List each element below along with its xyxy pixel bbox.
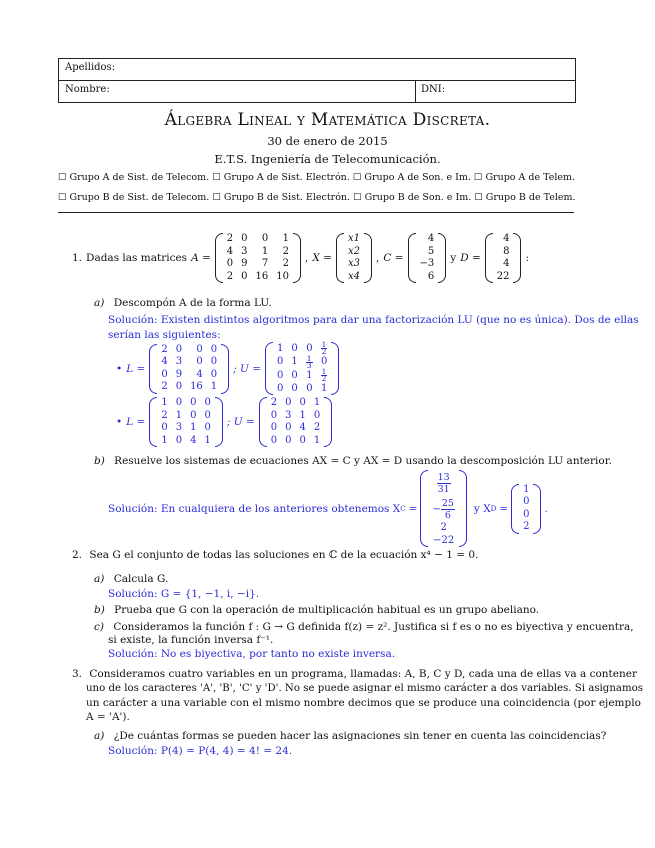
matrix-A: 2 0 0 1 4 3 1 2 0 9 7 2 2 0 16 10	[215, 233, 301, 283]
group-option[interactable]: ☐ Grupo B de Telem.	[474, 192, 576, 203]
group-option[interactable]: ☐ Grupo A de Sist. de Telecom.	[58, 172, 210, 183]
q1b-label: b)	[94, 455, 105, 467]
school-name: E.T.S. Ingeniería de Telecomunicación.	[214, 152, 441, 166]
q2a-label: a)	[94, 573, 105, 585]
matrix-X: x1 x2 x3 x4	[336, 233, 372, 283]
q1b-solution	[108, 470, 548, 547]
q1b-statement	[94, 455, 612, 467]
matrix-U1: 1 0 0 $\frac{1}{2}$ 0 1 $\frac{1}{3}$ 0 0 0 1 $\frac{1}{2}$ 0 0 0 1	[265, 342, 339, 395]
q2-text: Sea G el conjunto de todas las soluciones en ℂ de la ecuación x⁴ − 1 = 0.	[89, 549, 479, 561]
matrix-D-label: D =	[460, 252, 481, 264]
q2a-statement	[94, 573, 168, 585]
matrix-XC: $\frac{13}{31}$ − $\frac{25}{6}$ 2 −22	[420, 470, 466, 547]
matrix-L1: 2 0 0 0 4 3 0 0 0 9 4 0 2 0 16 1	[149, 344, 229, 394]
q1a-text: Descompón A de la forma LU.	[113, 297, 272, 309]
subscript: D	[490, 504, 497, 513]
L-label: L =	[126, 416, 146, 428]
q1b-solution-text: Solución: En cualquiera de los anteriores obtenemos X	[108, 502, 401, 515]
q3a-text: ¿De cuántas formas se pueden hacer las asignaciones sin tener en cuenta las coincidencias?	[113, 730, 607, 742]
q1b-text: Resuelve los sistemas de ecuaciones AX = C y AX = D usando la descomposición LU anterior.	[114, 455, 612, 467]
q3-line2: uno de los caracteres 'A', 'B', 'C' y 'D'. No se puede asignar el mismo carácter a dos variables. Si asignamos	[86, 683, 643, 694]
q3-number: 3.	[72, 668, 83, 680]
q3-line3: un carácter a una variable con el mismo nombre decimos que se produce una coincidencia (por ejemplo	[86, 697, 641, 709]
q1-number: 1.	[72, 252, 83, 264]
q1a-solution-line1: Solución: Existen distintos algoritmos para dar una factorización LU (que no es única). Dos de ellas	[108, 314, 639, 326]
equals: =	[499, 502, 509, 515]
equals: =	[408, 502, 418, 515]
U-label: ; U =	[233, 362, 262, 375]
bullet: •	[116, 416, 123, 428]
q1a-solution-line2: serían las siguientes:	[108, 329, 221, 341]
q2b-statement	[94, 604, 539, 616]
q1-intro: Dadas las matrices	[86, 252, 188, 264]
nombre-field[interactable]	[58, 80, 576, 103]
header-rule	[58, 212, 574, 213]
q3a-statement	[94, 730, 606, 742]
q3-line4: A = 'A').	[86, 711, 130, 723]
q3-statement-line1	[72, 668, 637, 680]
q1a-label: a)	[94, 297, 105, 309]
course-title: Álgebra Lineal y Matemática Discreta.	[164, 110, 491, 130]
q1a-statement	[94, 297, 272, 309]
q2a-solution: Solución: G = {1, −1, i, −i}.	[108, 588, 260, 600]
group-option[interactable]: ☐ Grupo B de Son. e Im.	[353, 192, 472, 203]
matrix-D: 4 8 4 22	[485, 233, 522, 283]
colon: :	[525, 252, 530, 264]
matrix-XD: 1 0 0 2	[511, 484, 541, 534]
dni-label: DNI:	[421, 84, 446, 95]
matrix-C: 4 5 −3 6	[408, 233, 447, 283]
matrix-L2: 1 0 0 0 2 1 0 0 0 3 1 0 1 0 4 1	[149, 397, 223, 447]
period: .	[544, 502, 548, 515]
groups-row-b	[58, 192, 576, 203]
subscript: C	[400, 504, 406, 513]
exam-date: 30 de enero de 2015	[267, 134, 388, 148]
q2c-label: c)	[94, 621, 104, 633]
matrix-C-label: C =	[383, 252, 404, 264]
fraction: $\frac{1}{2}$	[321, 367, 327, 383]
q2-statement	[72, 549, 478, 561]
groups-row-a	[58, 172, 575, 183]
apellidos-label: Apellidos:	[65, 62, 116, 73]
fraction: $\frac{1}{3}$	[306, 353, 312, 370]
q2-number: 2.	[72, 549, 83, 561]
nombre-label: Nombre:	[65, 84, 110, 95]
q2c-text-line2: si existe, la función inversa f⁻¹.	[108, 634, 274, 646]
group-option[interactable]: ☐ Grupo A de Son. e Im.	[352, 172, 471, 183]
q3-line1: Consideramos cuatro variables en un programa, llamadas: A, B, C y D, cada una de ellas va a contener	[89, 668, 637, 680]
dni-divider	[415, 81, 416, 102]
q3a-solution: Solución: P(4) = P(4, 4) = 4! = 24.	[108, 745, 293, 757]
group-option[interactable]: ☐ Grupo B de Sist. Electrón.	[212, 192, 351, 203]
matrix-U2: 2 0 0 1 0 3 1 0 0 0 4 2 0 0 0 1	[259, 397, 333, 447]
group-option[interactable]: ☐ Grupo B de Sist. de Telecom.	[58, 192, 210, 203]
matrix-A-label: A =	[191, 252, 211, 264]
q2b-label: b)	[94, 604, 105, 616]
U-label: ; U =	[226, 416, 255, 428]
q3a-label: a)	[94, 730, 105, 742]
lu-factorization-2	[116, 397, 332, 447]
apellidos-field[interactable]	[58, 58, 576, 81]
group-option[interactable]: ☐ Grupo A de Telem.	[473, 172, 576, 183]
L-label: L =	[126, 362, 146, 375]
q1b-solution-and: y X	[473, 502, 491, 515]
q2c-text-line1: Consideramos la función f : G → G definida f(z) = z². Justifica si f es o no es biyectiva y encuentra,	[113, 621, 634, 633]
q2c-solution: Solución: No es biyectiva, por tanto no existe inversa.	[108, 648, 396, 660]
conjunction-y: y	[450, 252, 457, 264]
q2a-text: Calcula G.	[113, 573, 169, 585]
q2c-statement	[94, 621, 634, 633]
matrix-X-label: X =	[312, 252, 332, 264]
group-option[interactable]: ☐ Grupo A de Sist. Electrón.	[212, 172, 350, 183]
fraction: $\frac{1}{2}$	[321, 340, 327, 356]
lu-factorization-1	[116, 342, 339, 395]
q2b-text: Prueba que G con la operación de multiplicación habitual es un grupo abeliano.	[114, 604, 540, 616]
q1-statement: 1. Dadas las matrices A = 2 0 0 1 4 3 1 2 0 9 7 2 2 0 16 10 , X = x1 x2 x3 x4 , C = 4 5 −3 6 y D = 4 8 4 22 :	[72, 233, 530, 282]
bullet: •	[116, 362, 123, 375]
